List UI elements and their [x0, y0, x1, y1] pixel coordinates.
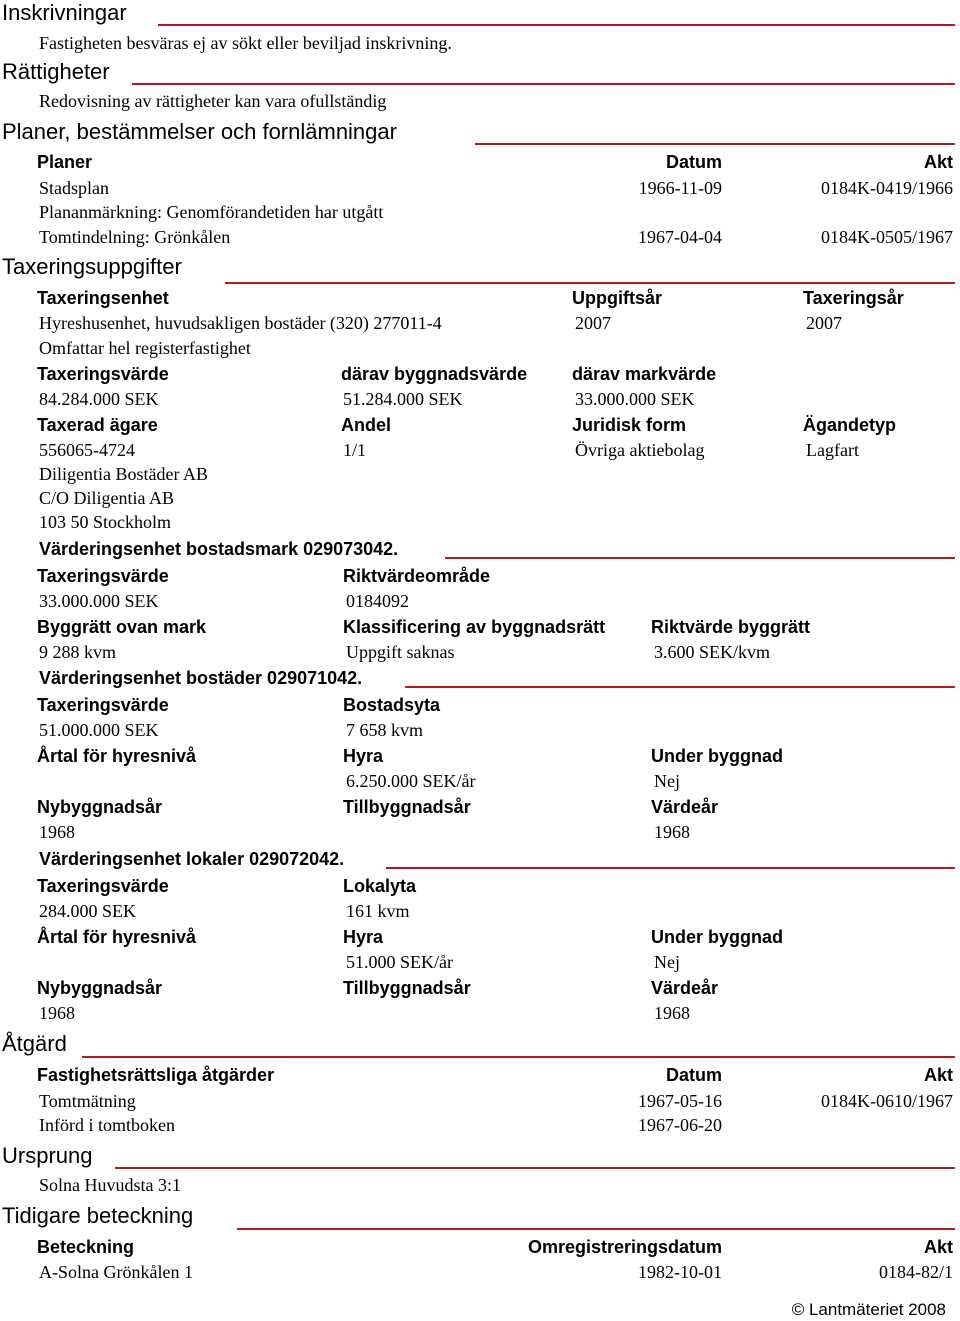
taxering-unit: Hyreshusenhet, huvudsakligen bostäder (320) 277011-4: [39, 313, 442, 333]
vardering-bostadsmark-title: Värderingsenhet bostadsmark 029073042.: [39, 539, 399, 559]
taxering-taxeringsar: 2007: [806, 313, 842, 333]
section-title-rattigheter: Rättigheter: [2, 59, 110, 84]
planer-row-name: Stadsplan: [39, 178, 109, 198]
section-rule: [386, 867, 955, 869]
taxering-varde: 84.284.000 SEK: [39, 389, 159, 409]
owner-header-agare: Taxerad ägare: [37, 415, 158, 435]
atgard-row-akt: 0184K-0610/1967: [821, 1091, 953, 1111]
tidigare-row-date: 1982-10-01: [638, 1262, 722, 1282]
bostadsmark-value: 3.600 SEK/kvm: [654, 642, 771, 662]
lokaler-header: Lokalyta: [343, 876, 417, 896]
section-rule: [445, 557, 955, 559]
vardering-lokaler-title: Värderingsenhet lokaler 029072042.: [39, 849, 345, 869]
bostader-value: Nej: [654, 771, 680, 791]
owner-form: Övriga aktiebolag: [575, 440, 705, 460]
section-title-taxering: Taxeringsuppgifter: [2, 254, 182, 279]
section-rule: [82, 1056, 955, 1058]
planer-header-datum: Datum: [665, 152, 722, 172]
lokaler-header: Taxeringsvärde: [37, 876, 169, 896]
bostadsmark-value: 9 288 kvm: [39, 642, 117, 662]
owner-andel: 1/1: [343, 440, 367, 460]
tidigare-header-beteckning: Beteckning: [37, 1237, 135, 1257]
lokaler-header: Hyra: [343, 927, 384, 947]
bostader-value: 6.250.000 SEK/år: [346, 771, 476, 791]
owner-orgnr: 556065-4724: [39, 440, 135, 460]
owner-header-form: Juridisk form: [572, 415, 687, 435]
tidigare-row-akt: 0184-82/1: [879, 1262, 953, 1282]
section-rule: [237, 1228, 955, 1230]
section-rule: [225, 282, 955, 284]
atgard-row-name: Införd i tomtboken: [39, 1115, 175, 1135]
bostader-value: 1968: [654, 822, 690, 842]
bostader-value: 51.000.000 SEK: [39, 720, 159, 740]
section-rule: [158, 24, 955, 26]
lokaler-value: 161 kvm: [346, 901, 410, 921]
bostader-header: Under byggnad: [651, 746, 784, 766]
bostader-header: Årtal för hyresnivå: [37, 746, 197, 766]
bostader-header: Taxeringsvärde: [37, 695, 169, 715]
atgard-row-date: 1967-05-16: [638, 1091, 722, 1111]
planer-row-akt: 0184K-0505/1967: [821, 227, 953, 247]
taxering-markvarde: 33.000.000 SEK: [575, 389, 695, 409]
planer-row-date: 1967-04-04: [638, 227, 722, 247]
bostadsmark-header: Klassificering av byggnadsrätt: [343, 617, 606, 637]
bostader-value: 7 658 kvm: [346, 720, 424, 740]
section-title-inskrivningar: Inskrivningar: [2, 0, 127, 25]
section-title-planer: Planer, bestämmelser och fornlämningar: [2, 119, 397, 144]
lokaler-header: Under byggnad: [651, 927, 784, 947]
section-rule: [132, 83, 955, 85]
bostadsmark-value: Uppgift saknas: [346, 642, 455, 662]
lokaler-header: Tillbyggnadsår: [343, 978, 471, 998]
bostadsmark-value: 33.000.000 SEK: [39, 591, 159, 611]
owner-address: 103 50 Stockholm: [39, 512, 172, 532]
bostadsmark-header: Taxeringsvärde: [37, 566, 169, 586]
rattigheter-text: Redovisning av rättigheter kan vara ofullständig: [39, 91, 387, 111]
bostadsmark-header: Riktvärdeområde: [343, 566, 491, 586]
bostader-header: Hyra: [343, 746, 384, 766]
lokaler-value: 284.000 SEK: [39, 901, 137, 921]
taxering-header-taxeringsar: Taxeringsår: [803, 288, 904, 308]
atgard-header-datum: Datum: [665, 1065, 722, 1085]
taxering-header-varde: Taxeringsvärde: [37, 364, 169, 384]
bostader-header: Bostadsyta: [343, 695, 441, 715]
tidigare-header-akt: Akt: [923, 1237, 953, 1257]
taxering-header-uppgiftsar: Uppgiftsår: [572, 288, 662, 308]
atgard-header-atgarder: Fastighetsrättsliga åtgärder: [37, 1065, 275, 1085]
lokaler-value: 51.000 SEK/år: [346, 952, 453, 972]
section-rule: [115, 1167, 955, 1169]
footer-copyright: © Lantmäteriet 2008: [791, 1300, 946, 1319]
planer-row-name: Tomtindelning: Grönkålen: [39, 227, 231, 247]
taxering-byggnadsvarde: 51.284.000 SEK: [343, 389, 463, 409]
lokaler-header: Värdeår: [651, 978, 719, 998]
planer-row-date: 1966-11-09: [638, 178, 722, 198]
owner-typ: Lagfart: [806, 440, 859, 460]
tidigare-header-datum: Omregistreringsdatum: [527, 1237, 722, 1257]
vardering-bostader-title: Värderingsenhet bostäder 029071042.: [39, 668, 363, 688]
bostader-header: Värdeår: [651, 797, 719, 817]
bostader-value: 1968: [39, 822, 75, 842]
taxering-header-byggnadsvarde: därav byggnadsvärde: [341, 364, 528, 384]
atgard-header-akt: Akt: [923, 1065, 953, 1085]
lokaler-value: Nej: [654, 952, 680, 972]
section-title-atgard: Åtgärd: [2, 1031, 67, 1056]
atgard-row-name: Tomtmätning: [39, 1091, 136, 1111]
planer-row-name: Plananmärkning: Genomförandetiden har utgått: [39, 202, 384, 222]
taxering-header-markvarde: därav markvärde: [572, 364, 717, 384]
planer-row-akt: 0184K-0419/1966: [821, 178, 953, 198]
planer-header-akt: Akt: [923, 152, 953, 172]
section-rule: [475, 143, 955, 145]
bostader-header: Tillbyggnadsår: [343, 797, 471, 817]
taxering-omfattar: Omfattar hel registerfastighet: [39, 338, 251, 358]
owner-name: Diligentia Bostäder AB: [39, 464, 208, 484]
lokaler-header: Nybyggnadsår: [37, 978, 163, 998]
owner-co: C/O Diligentia AB: [39, 488, 174, 508]
bostadsmark-header: Byggrätt ovan mark: [37, 617, 207, 637]
tidigare-row-name: A-Solna Grönkålen 1: [39, 1262, 193, 1282]
section-rule: [405, 686, 955, 688]
owner-header-typ: Ägandetyp: [803, 415, 897, 435]
lokaler-value: 1968: [39, 1003, 75, 1023]
owner-header-andel: Andel: [341, 415, 392, 435]
taxering-header-enhet: Taxeringsenhet: [37, 288, 169, 308]
section-title-ursprung: Ursprung: [2, 1143, 93, 1168]
ursprung-text: Solna Huvudsta 3:1: [39, 1175, 181, 1195]
bostader-header: Nybyggnadsår: [37, 797, 163, 817]
bostadsmark-header: Riktvärde byggrätt: [651, 617, 811, 637]
section-title-tidigare: Tidigare beteckning: [2, 1203, 194, 1228]
lokaler-header: Årtal för hyresnivå: [37, 927, 197, 947]
lokaler-value: 1968: [654, 1003, 690, 1023]
bostadsmark-value: 0184092: [346, 591, 409, 611]
atgard-row-date: 1967-06-20: [638, 1115, 722, 1135]
taxering-uppgiftsar: 2007: [575, 313, 611, 333]
inskrivningar-text: Fastigheten besväras ej av sökt eller beviljad inskrivning.: [39, 33, 452, 53]
planer-header-planer: Planer: [37, 152, 93, 172]
